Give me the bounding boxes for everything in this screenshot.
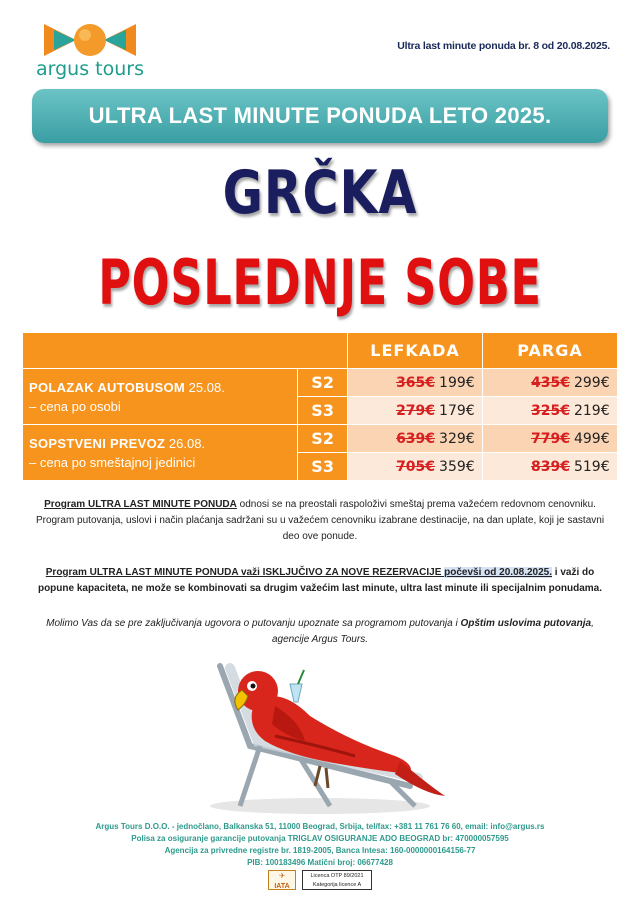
- terms-part1: Molimo Vas da se pre zaključivanja ugovora o putovanju upoznate sa programom putovanja i: [46, 618, 461, 629]
- group-label-bus: [23, 369, 298, 425]
- old-price: 435€: [531, 374, 570, 391]
- license-line: Kategorija licence A: [312, 882, 362, 888]
- license-line: Licenca OTP 89/2021: [310, 873, 364, 879]
- old-price: 779€: [531, 430, 570, 447]
- room-type: S3: [298, 397, 348, 425]
- footer-line: Agencija za privredne registre br. 1819-2005, Banca Intesa: 160-0000000164156-77: [164, 846, 476, 855]
- room-type: S2: [298, 369, 348, 397]
- footer-line: PIB: 100183496 Matični broj: 06677428: [247, 858, 393, 867]
- last-rooms-title: POSLEDNJE SOBE: [98, 246, 542, 319]
- group-label-bold: SOPSTVENI PREVOZ: [29, 435, 166, 451]
- old-price: 365€: [396, 374, 436, 391]
- new-price: 199€: [439, 374, 475, 391]
- eye-logo-icon: [30, 18, 150, 62]
- terms-part2: , agencije Argus Tours.: [272, 618, 594, 645]
- new-price: 519€: [573, 458, 610, 475]
- new-price: 359€: [439, 458, 475, 475]
- price-table: [22, 332, 618, 481]
- terms-link[interactable]: Opštim uslovima putovanja: [460, 618, 592, 629]
- old-price: 325€: [531, 402, 570, 419]
- validity-highlight: počevši od 20.08.2025.: [444, 567, 552, 578]
- col-header-parga: PARGA: [483, 333, 618, 369]
- company-footer: [20, 821, 620, 869]
- group-label-sub: – cena po osobi: [29, 398, 121, 414]
- price-cell-parga: [483, 453, 618, 481]
- group-label-date: 25.08.: [185, 379, 225, 395]
- group-label-date: 26.08.: [165, 435, 206, 451]
- iata-badge: [268, 870, 296, 890]
- table-row: [23, 425, 618, 453]
- price-cell-parga: [483, 369, 618, 397]
- validity-part1: Program ULTRA LAST MINUTE PONUDA važi ISKLJUČIVO ZA NOVE REZERVACIJE: [45, 567, 445, 578]
- program-info-rest: odnosi se na preostali raspoloživi smeštaj prema važećem redovnom cenovniku.: [236, 499, 596, 510]
- argus-logo: [30, 18, 150, 82]
- terms-notice: [30, 616, 610, 648]
- table-row: [23, 369, 618, 397]
- price-cell-parga: [483, 397, 618, 425]
- old-price: 279€: [396, 402, 436, 419]
- new-price: 179€: [439, 402, 475, 419]
- group-label-bold: POLAZAK AUTOBUSOM: [29, 379, 186, 395]
- iata-icon: ✈: [279, 873, 285, 880]
- price-cell-parga: [483, 425, 618, 453]
- new-price: 219€: [573, 402, 610, 419]
- program-link[interactable]: Program ULTRA LAST MINUTE PONUDA: [44, 499, 237, 510]
- old-price: 639€: [396, 430, 436, 447]
- old-price: 705€: [396, 458, 436, 475]
- footer-line: Argus Tours D.O.O. - jednočlano, Balkanska 51, 11000 Beograd, Srbija, tel/fax: +381 11 761 76 60, email: info@argus.rs: [95, 822, 545, 831]
- footer-badges: [268, 870, 372, 890]
- new-price: 299€: [573, 374, 610, 391]
- country-title: GRČKA: [222, 158, 418, 228]
- parrot-icon: [180, 646, 460, 816]
- program-info: [30, 497, 610, 545]
- offer-banner: [32, 89, 608, 143]
- price-cell-lefkada: [348, 453, 483, 481]
- footer-line: Polisa za osiguranje garancije putovanja TRIGLAV OSIGURANJE ADO BEOGRAD br: 470000057595: [131, 834, 509, 843]
- group-label-sub: – cena po smeštajnoj jedinici: [29, 454, 196, 470]
- new-price: 499€: [573, 430, 610, 447]
- table-header-blank: [23, 333, 348, 369]
- validity-notice: [30, 565, 610, 597]
- price-cell-lefkada: [348, 397, 483, 425]
- room-type: S2: [298, 425, 348, 453]
- banner-text: ULTRA LAST MINUTE PONUDA LETO 2025.: [88, 103, 552, 128]
- offer-reference: Ultra last minute ponuda br. 8 od 20.08.2025.: [397, 40, 610, 52]
- old-price: 839€: [531, 458, 570, 475]
- price-cell-lefkada: [348, 425, 483, 453]
- new-price: 329€: [439, 430, 475, 447]
- room-type: S3: [298, 453, 348, 481]
- iata-label: IATA: [274, 883, 290, 890]
- price-cell-lefkada: [348, 369, 483, 397]
- group-label-own-transport: [23, 425, 298, 481]
- parrot-lounger-illustration: [180, 646, 460, 816]
- program-info-line2: Program putovanja, uslovi i način plaćanja sadržani su u važećem cenovniku izabrane destinacije, na dan uplate, koji je sastavni deo ove ponude.: [35, 515, 605, 542]
- validity-part2: i važi do popune kapaciteta, ne može se kombinovati sa drugim važećim last minute, ultra last minute ili specijalnim ponudama.: [37, 567, 603, 594]
- license-box: [302, 870, 372, 890]
- logo-text: argus tours: [36, 58, 144, 80]
- col-header-lefkada: LEFKADA: [348, 333, 483, 369]
